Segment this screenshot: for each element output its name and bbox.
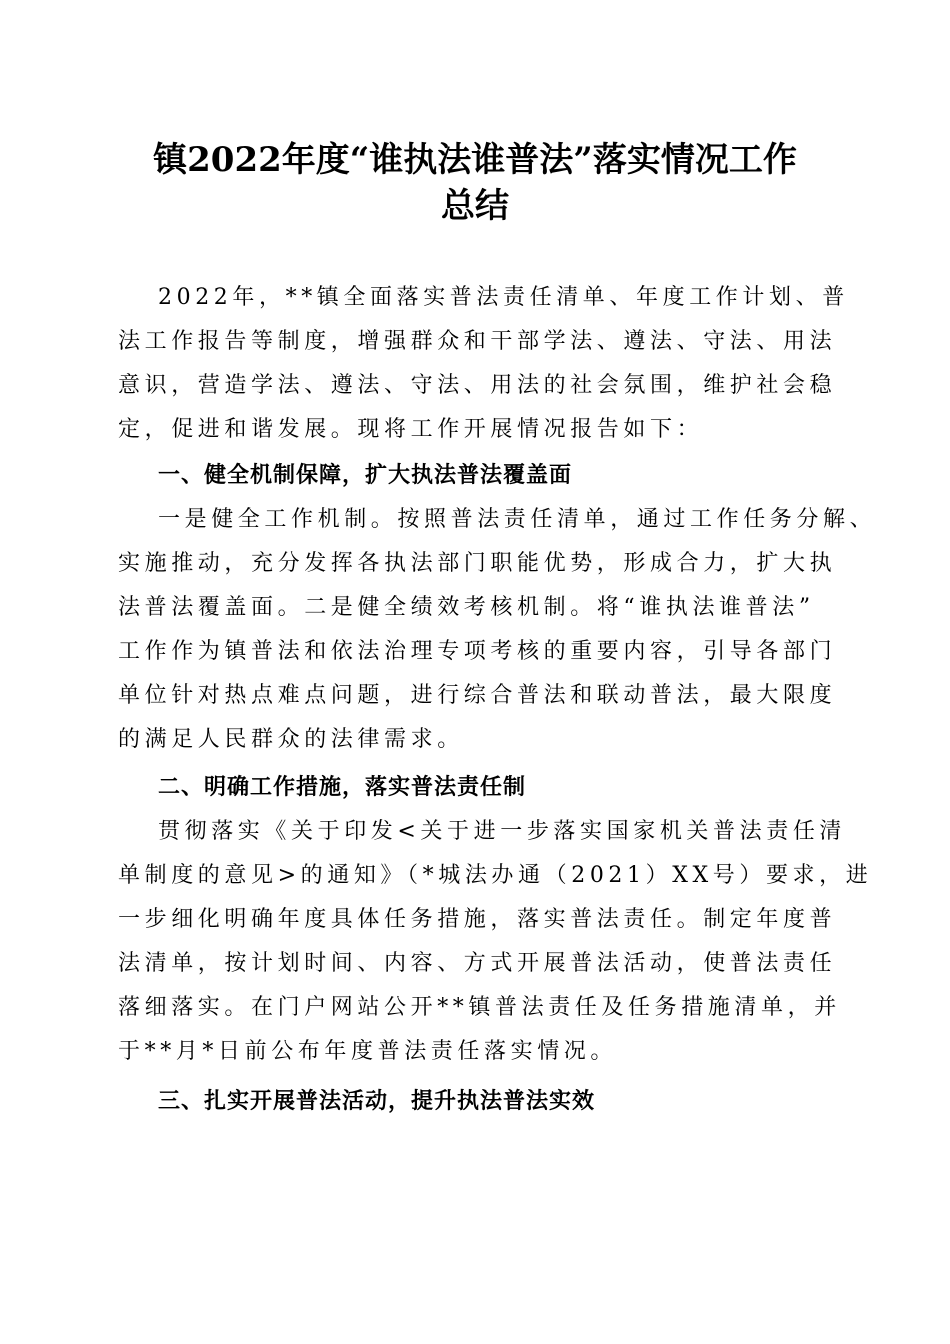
paragraph-line: 意识，营造学法、遵法、守法、用法的社会氛围，维护社会稳 [118,373,837,398]
document-title-line-2: 总结 [441,186,509,226]
document-title-line-1: 镇2022年度“谁执法谁普法”落实情况工作 [153,140,797,180]
section-2-paragraph [118,810,873,1074]
paragraph-line: 单制度的意见>的通知》（*城法办通（2021）XX号）要求，进 [118,863,873,888]
section-3-heading: 三、扎实开展普法活动，提升执法普法实效 [158,1089,596,1114]
section-1-paragraph [118,498,877,762]
paragraph-line: 一步细化明确年度具体任务措施，落实普法责任。制定年度普 [118,907,837,932]
paragraph-line: 法清单，按计划时间、内容、方式开展普法活动，使普法责任 [118,951,837,976]
paragraph-line: 法工作报告等制度，增强群众和干部学法、遵法、守法、用法 [118,329,837,354]
paragraph-line: 的满足人民群众的法律需求。 [118,727,464,752]
paragraph-line: 2022年，**镇全面落实普法责任清单、年度工作计划、普 [158,285,849,310]
paragraph-line: 于**月*日前公布年度普法责任落实情况。 [118,1039,618,1064]
paragraph-line: 工作作为镇普法和依法治理专项考核的重要内容，引导各部门 [118,639,837,664]
paragraph-line: 实施推动，充分发挥各执法部门职能优势，形成合力，扩大执 [118,551,837,576]
intro-paragraph [118,276,849,452]
paragraph-line: 贯彻落实《关于印发<关于进一步落实国家机关普法责任清 [158,819,847,844]
section-1-heading: 一、健全机制保障，扩大执法普法覆盖面 [158,463,573,488]
paragraph-line: 落细落实。在门户网站公开**镇普法责任及任务措施清单，并 [118,995,841,1020]
paragraph-line: 定，促进和谐发展。现将工作开展情况报告如下： [118,417,704,442]
paragraph-line: 法普法覆盖面。二是健全绩效考核机制。将“谁执法谁普法” [118,595,815,620]
paragraph-line: 一是健全工作机制。按照普法责任清单，通过工作任务分解、 [158,507,877,532]
paragraph-line: 单位针对热点难点问题，进行综合普法和联动普法，最大限度 [118,683,837,708]
section-2-heading: 二、明确工作措施，落实普法责任制 [158,775,527,800]
